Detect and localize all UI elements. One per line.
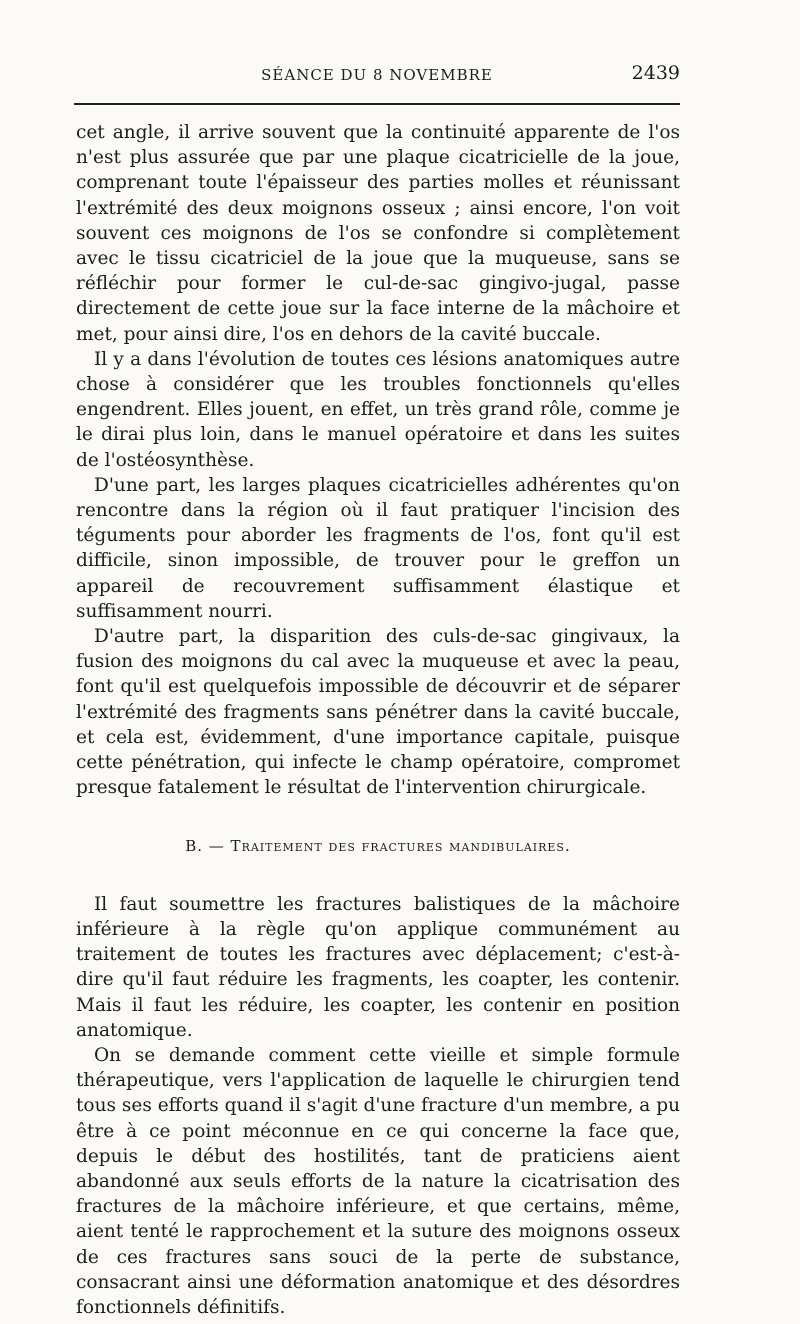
paragraph: On se demande comment cette vieille et simple formule thérapeutique, vers l'application de laquelle le chirurgien tend tous ses efforts quand il s'agit d'une fracture d'un membre, a pu être à ce point méconnue en ce qui concerne la face que, depuis le début des hostilités, tant de praticiens aient abandonné aux seuls efforts de la nature la cicatrisation des fractures de la mâchoire inférieure, et que certains, même, aient tenté le rapprochement et la suture des moignons osseux de ces fractures sans souci de la perte de substance, consacrant ainsi une déformation anatomique et des désordres fonctionnels définitifs. (76, 1044, 680, 1318)
paragraph: D'une part, les larges plaques cicatricielles adhérentes qu'on rencontre dans la région où il faut pratiquer l'incision des téguments pour aborder les fragments de l'os, font qu'il est difficile, sinon impossible, de trouver pour le greffon un appareil de recouvrement suffisamment élastique et suffisamment nourri. (76, 474, 680, 622)
body-text (76, 120, 680, 1320)
paragraph: D'autre part, la disparition des culs-de-sac gingivaux, la fusion des moignons du cal avec la muqueuse et avec la peau, font qu'il est quelquefois impossible de découvrir et de séparer l'extrémité des fragments sans pénétrer dans la cavité buccale, et cela est, évidemment, d'une importance capitale, puisque cette pénétration, qui infecte le champ opératoire, compromet presque fatalement le résultat de l'intervention chirurgicale. (76, 626, 680, 799)
paragraph: Il faut soumettre les fractures balistiques de la mâchoire inférieure à la règle qu'on applique communément au traitement de toutes les fractures avec déplacement; c'est-à-dire qu'il faut réduire les fragments, les coapter, les contenir. Mais il faut les réduire, les coapter, les contenir en position anatomique. (76, 893, 680, 1041)
running-title: SÉANCE DU 8 NOVEMBRE (261, 66, 493, 84)
running-header (74, 62, 680, 92)
section-heading: B. — Traitement des fractures mandibulaires. (185, 837, 571, 856)
header-rule (74, 103, 680, 105)
paragraph: Il y a dans l'évolution de toutes ces lésions anatomiques autre chose à considérer que les troubles fonctionnels qu'elles engendrent. Elles jouent, en effet, un très grand rôle, comme je le dirai plus loin, dans le manuel opératoire et dans les suites de l'ostéosynthèse. (76, 348, 680, 471)
paragraph-continued: cet angle, il arrive souvent que la continuité apparente de l'os n'est plus assurée que par une plaque cicatricielle de la joue, comprenant toute l'épaisseur des parties molles et réunissant l'extrémité des deux moignons osseux ; ainsi encore, l'on voit souvent ces moignons de l'os se confondre si complètement avec le tissu cicatriciel de la joue que la muqueuse, sans se réfléchir pour former le cul-de-sac gingivo-jugal, passe directement de cette joue sur la face interne de la mâchoire et met, pour ainsi dire, l'os en dehors de la cavité buccale. (76, 122, 680, 345)
page-number: 2439 (631, 62, 680, 84)
